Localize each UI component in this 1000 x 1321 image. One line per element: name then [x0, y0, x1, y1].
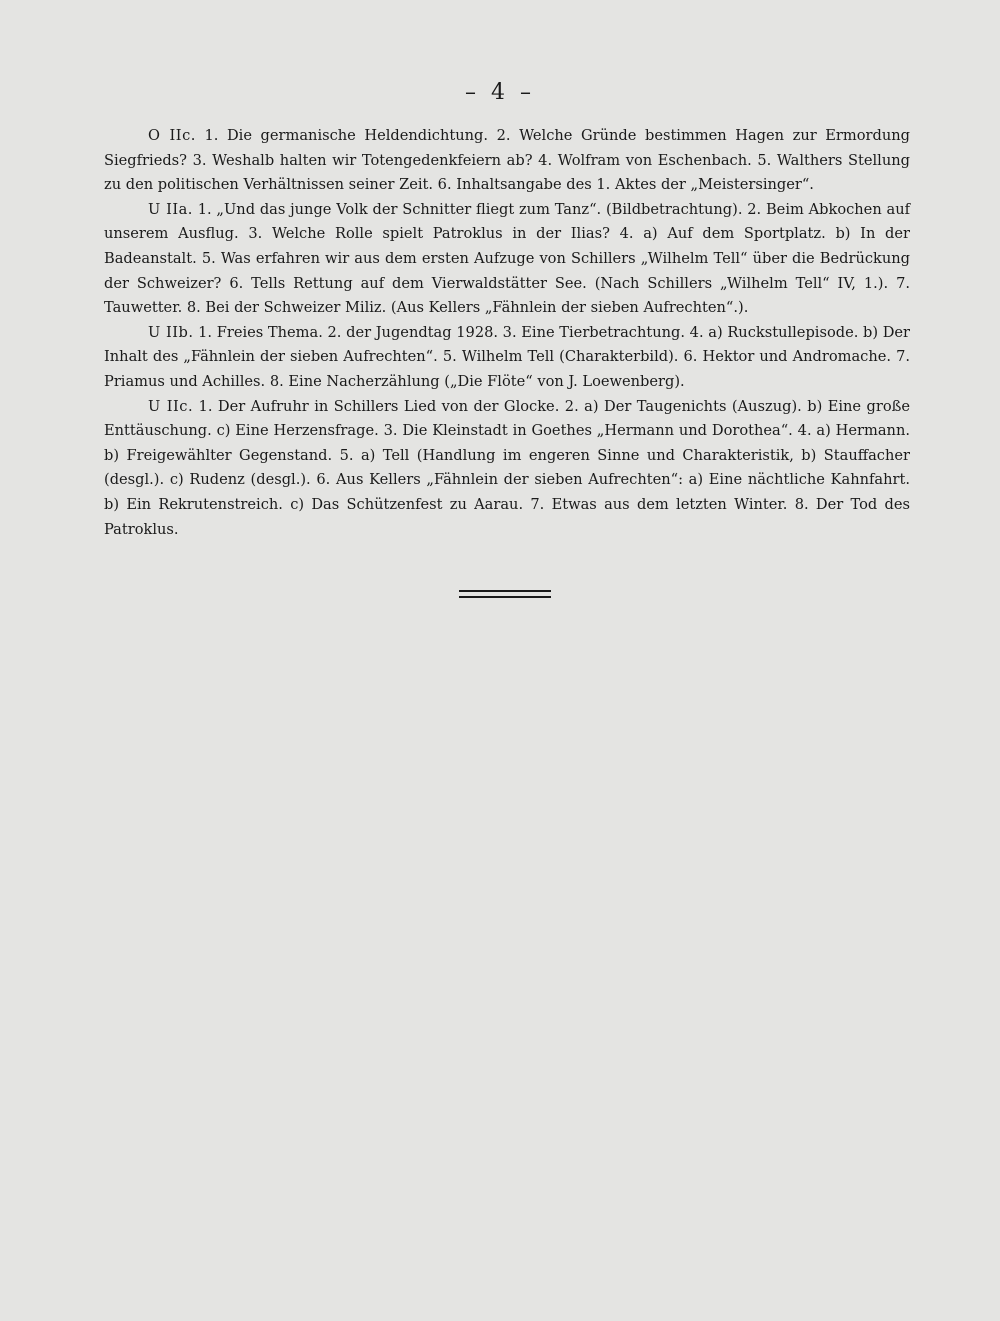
class-label: U IIa.	[148, 200, 193, 218]
section-text: 1. Der Aufruhr in Schillers Lied von der Glocke. 2. a) Der Taugenichts (Auszug). b) Eine große Enttäuschung. c) Eine Herzensfrage. 3. Die Kleinstadt in Goethes „Hermann und Dorothea“. 4. a) Hermann. b) Freigewählter Gegenstand. 5. a) Tell (Handlung im engeren Sinne und Charakteristik, b) Stauffacher (desgl.). c) Rudenz (desgl.). 6. Aus Kellers „Fähnlein der sieben Aufrechten“: a) Eine nächtliche Kahnfahrt. b) Ein Rekrutenstreich. c) Das Schützenfest zu Aarau. 7. Etwas aus dem letzten Winter. 8. Der Tod des Patroklus.	[104, 397, 911, 538]
essay-topics-text	[104, 124, 910, 542]
section-text: 1. Freies Thema. 2. der Jugendtag 1928. 3. Eine Tierbetrachtung. 4. a) Ruckstullepisode. b) Der Inhalt des „Fähnlein der sieben Aufrechten“. 5. Wilhelm Tell (Charakterbild). 6. Hektor und Andromache. 7. Priamus und Achilles. 8. Eine Nacherzählung („Die Flöte“ von J. Loewenberg).	[104, 323, 911, 390]
section-u-iib	[104, 321, 910, 395]
section-o-iic	[104, 124, 910, 198]
class-label: O IIc.	[148, 127, 196, 144]
section-u-iia	[104, 198, 910, 321]
end-double-rule	[459, 590, 551, 598]
section-text: 1. „Und das junge Volk der Schnitter fliegt zum Tanz“. (Bildbetrachtung). 2. Beim Abkochen auf unserem Ausflug. 3. Welche Rolle spielt Patroklus in der Ilias? 4. a) Auf dem Sportplatz. b) In der Badeanstalt. 5. Was erfahren wir aus dem ersten Aufzuge von Schillers „Wilhelm Tell“ über die Bedrückung der Schweizer? 6. Tells Rettung auf dem Vierwaldstätter See. (Nach Schillers „Wilhelm Tell“ IV, 1.). 7. Tauwetter. 8. Bei der Schweizer Miliz. (Aus Kellers „Fähnlein der sieben Aufrechten“.).	[104, 200, 911, 317]
class-label: U IIc.	[148, 397, 194, 415]
section-u-iic	[104, 395, 910, 543]
page-number: – 4 –	[465, 80, 535, 105]
class-label: U IIb.	[148, 323, 194, 341]
section-text: 1. Die germanische Heldendichtung. 2. Welche Gründe bestimmen Hagen zur Ermordung Siegfrieds? 3. Weshalb halten wir Totengedenkfeiern ab? 4. Wolfram von Eschenbach. 5. Walthers Stellung zu den politischen Verhältnissen seiner Zeit. 6. Inhaltsangabe des 1. Aktes der „Meistersinger“.	[104, 127, 910, 194]
